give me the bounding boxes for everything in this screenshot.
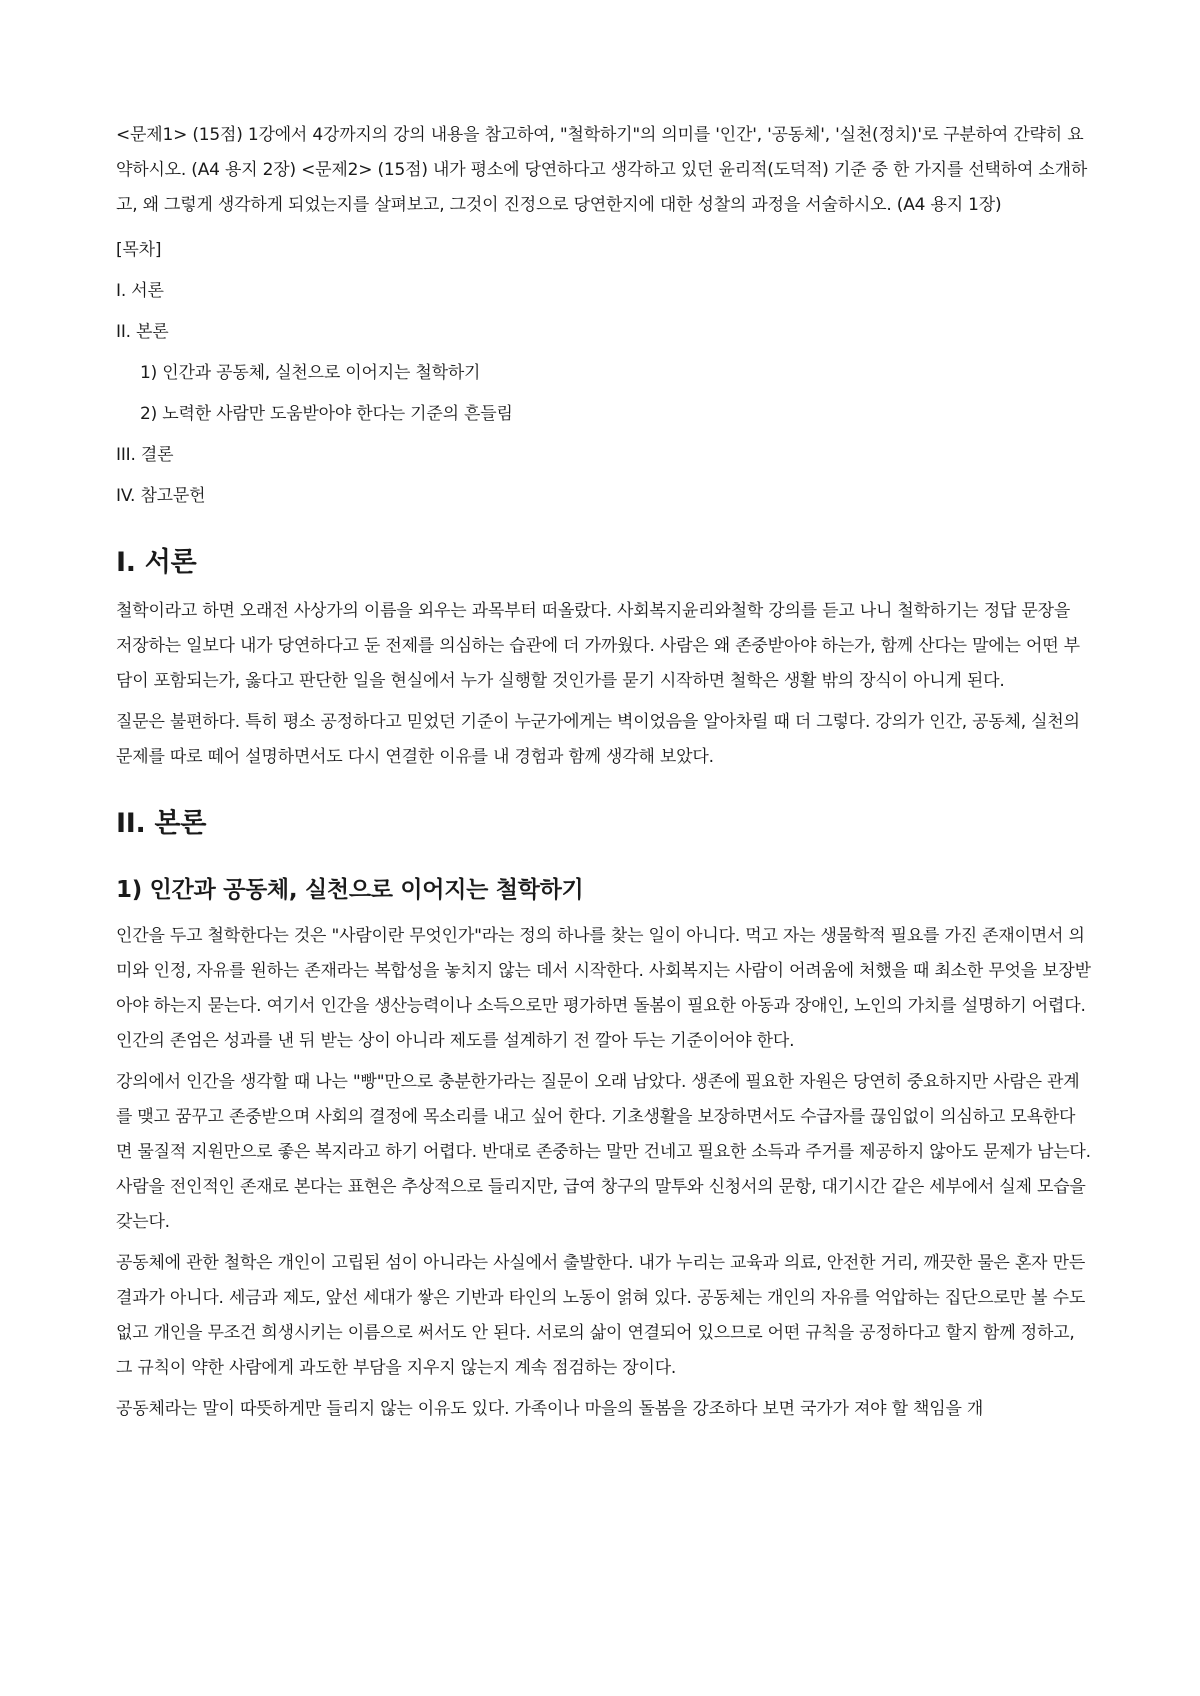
toc-item-body-sub1: 1) 인간과 공동체, 실천으로 이어지는 철학하기 <box>140 363 481 383</box>
intro-paragraph: 질문은 불편하다. 특히 평소 공정하다고 믿었던 기준이 누군가에게는 벽이었음을 알아차릴 때 더 그렇다. 강의가 인간, 공동체, 실천의 문제를 따로 떼어 설명하면서도 다시 연결한 이유를 내 경험과 함께 생각해 보았다. <box>116 712 1080 767</box>
body-paragraph: 공동체라는 말이 따뜻하게만 들리지 않는 이유도 있다. 가족이나 마을의 돌봄을 강조하다 보면 국가가 져야 할 책임을 개 <box>116 1399 984 1419</box>
toc-item-intro: I. 서론 <box>116 281 164 301</box>
toc-item-references: IV. 참고문헌 <box>116 486 206 506</box>
section-heading-intro: I. 서론 <box>116 547 197 578</box>
body-paragraph: 인간을 두고 철학한다는 것은 "사람이란 무엇인가"라는 정의 하나를 찾는 일이 아니다. 먹고 자는 생물학적 필요를 가진 존재이면서 의미와 인정, 자유를 원하는 존재라는 복합성을 놓치지 않는 데서 시작한다. 사회복지는 사람이 어려움에 처했을 때 최소한 무엇을 보장받아야 하는지 묻는다. 여기서 인간을 생산능력이나 소득으로만 평가하면 돌봄이 필요한 아동과 장애인, 노인의 가치를 설명하기 어렵다. 인간의 존엄은 성과를 낸 뒤 받는 상이 아니라 제도를 설계하기 전 깔아 두는 기준이어야 한다. <box>116 926 1091 1051</box>
toc-item-conclusion: III. 결론 <box>116 445 174 465</box>
body-paragraph: 강의에서 인간을 생각할 때 나는 "빵"만으로 충분한가라는 질문이 오래 남았다. 생존에 필요한 자원은 당연히 중요하지만 사람은 관계를 맺고 꿈꾸고 존중받으며 사회의 결정에 목소리를 내고 싶어 한다. 기초생활을 보장하면서도 수급자를 끊임없이 의심하고 모욕한다면 물질적 지원만으로 좋은 복지라고 하기 어렵다. 반대로 존중하는 말만 건네고 필요한 소득과 주거를 제공하지 않아도 문제가 남는다. 사람을 전인적인 존재로 본다는 표현은 추상적으로 들리지만, 급여 창구의 말투와 신청서의 문항, 대기시간 같은 세부에서 실제 모습을 갖는다. <box>116 1072 1091 1232</box>
document-page <box>116 118 1091 1433</box>
toc-title: [목차] <box>116 240 162 260</box>
intro-paragraph: 철학이라고 하면 오래전 사상가의 이름을 외우는 과목부터 떠올랐다. 사회복지윤리와철학 강의를 듣고 나니 철학하기는 정답 문장을 저장하는 일보다 내가 당연하다고 둔 전제를 의심하는 습관에 더 가까웠다. 사람은 왜 존중받아야 하는가, 함께 산다는 말에는 어떤 부담이 포함되는가, 옳다고 판단한 일을 현실에서 누가 실행할 것인가를 묻기 시작하면 철학은 생활 밖의 장식이 아니게 된다. <box>116 601 1080 691</box>
body-paragraph: 공동체에 관한 철학은 개인이 고립된 섬이 아니라는 사실에서 출발한다. 내가 누리는 교육과 의료, 안전한 거리, 깨끗한 물은 혼자 만든 결과가 아니다. 세금과 제도, 앞선 세대가 쌓은 기반과 타인의 노동이 얽혀 있다. 공동체는 개인의 자유를 억압하는 집단으로만 볼 수도 없고 개인을 무조건 희생시키는 이름으로 써서도 안 된다. 서로의 삶이 연결되어 있으므로 어떤 규칙을 공정하다고 할지 함께 정하고, 그 규칙이 약한 사람에게 과도한 부담을 지우지 않는지 계속 점검하는 장이다. <box>116 1253 1086 1378</box>
toc-item-body-sub2: 2) 노력한 사람만 도움받아야 한다는 기준의 흔들림 <box>140 404 513 424</box>
assignment-prompt: <문제1> (15점) 1강에서 4강까지의 강의 내용을 참고하여, "철학하기"의 의미를 '인간', '공동체', '실천(정치)'로 구분하여 간략히 요약하시오. (A4 용지 2장) <문제2> (15점) 내가 평소에 당연하다고 생각하고 있던 윤리적(도덕적) 기준 중 한 가지를 선택하여 소개하고, 왜 그렇게 생각하게 되었는지를 살펴보고, 그것이 진정으로 당연한지에 대한 성찰의 과정을 서술하시오. (A4 용지 1장) <box>116 125 1088 215</box>
section-heading-body: II. 본론 <box>116 808 207 839</box>
subsection-heading-1: 1) 인간과 공동체, 실천으로 이어지는 철학하기 <box>116 877 584 903</box>
toc-item-body: II. 본론 <box>116 322 169 342</box>
